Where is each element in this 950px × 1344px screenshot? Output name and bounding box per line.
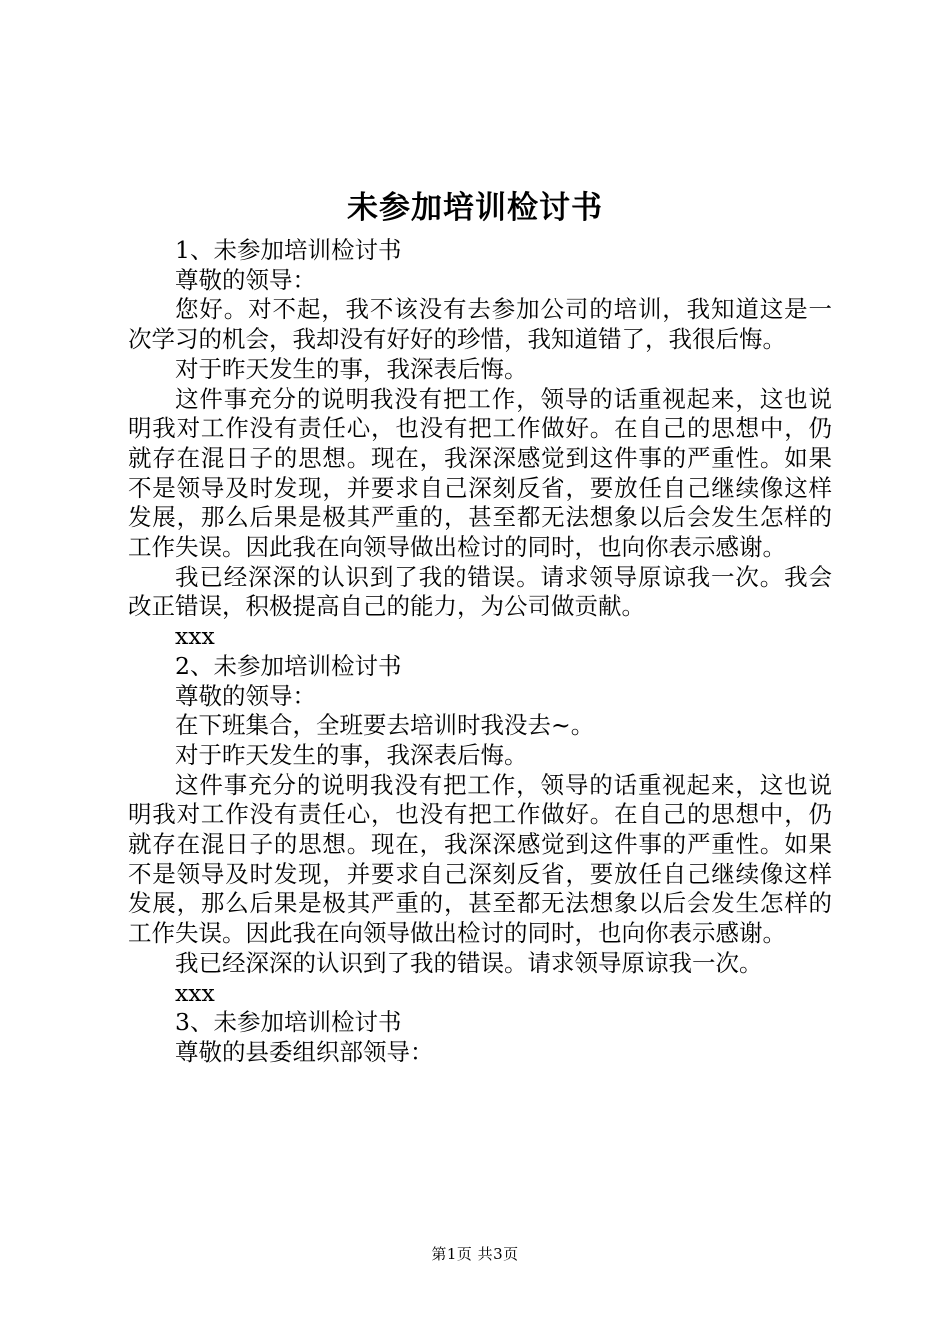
body-paragraph: 这件事充分的说明我没有把工作，领导的话重视起来，这也说明我对工作没有责任心，也没有把工作做好。在自己的思想中，仍就存在混日子的思想。现在，我深深感觉到这件事的严重性。如果不是领导及时发现，并要求自己深刻反省，要放任自己继续像这样发展，那么后果是极其严重的，甚至都无法想象以后会发生怎样的工作失误。因此我在向领导做出检讨的同时，也向你表示感谢。 xyxy=(128,770,832,948)
document-body xyxy=(128,236,832,1068)
section-heading: 1、未参加培训检讨书 xyxy=(175,236,402,264)
salutation: 尊敬的领导： xyxy=(175,681,316,710)
section-heading: 2、未参加培训检讨书 xyxy=(175,651,402,680)
signature: xxx xyxy=(175,978,215,1007)
signature: xxx xyxy=(175,622,215,651)
body-paragraph: 在下班集合，全班要去培训时我没去~。 xyxy=(175,711,595,740)
salutation: 尊敬的领导： xyxy=(175,265,316,294)
body-paragraph: 我已经深深的认识到了我的错误。请求领导原谅我一次。 xyxy=(175,948,763,977)
body-paragraph: 我已经深深的认识到了我的错误。请求领导原谅我一次。我会改正错误，积极提高自己的能力，为公司做贡献。 xyxy=(128,562,832,621)
page-number-footer: 第1页 共3页 xyxy=(431,1245,519,1263)
salutation: 尊敬的县委组织部领导： xyxy=(175,1037,434,1066)
body-paragraph: 对于昨天发生的事，我深表后悔。 xyxy=(175,740,528,769)
section-heading: 3、未参加培训检讨书 xyxy=(175,1008,402,1037)
body-paragraph: 这件事充分的说明我没有把工作，领导的话重视起来，这也说明我对工作没有责任心，也没有把工作做好。在自己的思想中，仍就存在混日子的思想。现在，我深深感觉到这件事的严重性。如果不是领导及时发现，并要求自己深刻反省，要放任自己继续像这样发展，那么后果是极其严重的，甚至都无法想象以后会发生怎样的工作失误。因此我在向领导做出检讨的同时，也向你表示感谢。 xyxy=(128,384,832,562)
body-paragraph: 对于昨天发生的事，我深表后悔。 xyxy=(175,354,528,383)
page-title: 未参加培训检讨书 xyxy=(347,190,603,226)
body-paragraph: 您好。对不起，我不该没有去参加公司的培训，我知道这是一次学习的机会，我却没有好好的珍惜，我知道错了，我很后悔。 xyxy=(128,295,832,354)
